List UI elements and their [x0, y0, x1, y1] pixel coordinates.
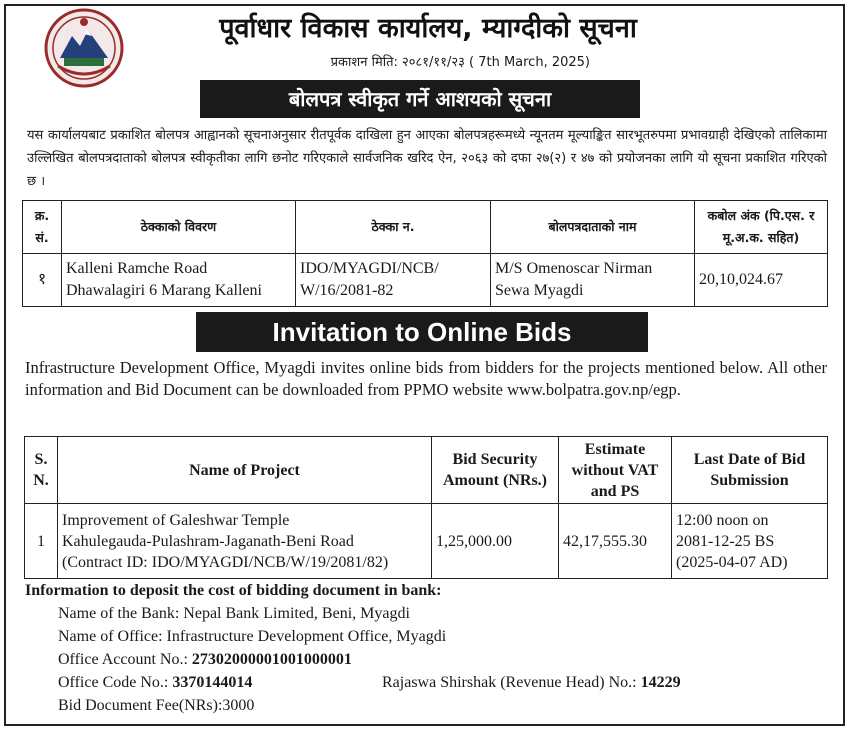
bidder-line: Sewa Myagdi — [495, 282, 584, 299]
bidder-line: M/S Omenoscar Nirman — [495, 260, 653, 277]
date-line: (2025-04-07 AD) — [676, 553, 788, 571]
contract-line: W/16/2081-82 — [300, 282, 394, 299]
col-estimate: Estimate without VAT and PS — [559, 437, 672, 504]
col-description: ठेक्काको विवरण — [62, 201, 296, 254]
bids-table-header — [25, 437, 828, 504]
project-line: Kahulegauda-Pulashram-Jaganath-Beni Road — [62, 532, 354, 550]
col-sn: क्र. सं. — [23, 201, 62, 254]
col-project: Name of Project — [58, 437, 432, 504]
project-line: (Contract ID: IDO/MYAGDI/NCB/W/19/2081/82) — [62, 553, 389, 571]
contract-line: IDO/MYAGDI/NCB/ — [300, 260, 439, 277]
office-code — [25, 671, 825, 694]
award-table-header — [23, 201, 828, 254]
row-sn: १ — [23, 254, 62, 307]
row-estimate: 42,17,555.30 — [559, 504, 672, 579]
description-line: Dhawalagiri 6 Marang Kalleni — [66, 282, 262, 299]
row-bid-security: 1,25,000.00 — [432, 504, 559, 579]
bid-document-fee: Bid Document Fee(NRs):3000 — [58, 697, 255, 714]
date-line: 2081-12-25 BS — [676, 532, 775, 550]
office-account — [25, 648, 825, 671]
col-last-date: Last Date of Bid Submission — [672, 437, 828, 504]
award-table — [22, 200, 828, 307]
row-last-date — [672, 504, 828, 579]
col-amount: कबोल अंक (पि.एस. र मू.अ.क. सहित) — [695, 201, 828, 254]
deposit-heading: Information to deposit the cost of bidding document in bank: — [25, 582, 442, 599]
bids-table — [24, 436, 828, 579]
publish-date-en: ( 7th March, 2025) — [469, 55, 590, 70]
table-row — [25, 504, 828, 579]
col-bid-security: Bid Security Amount (NRs.) — [432, 437, 559, 504]
account-label: Office Account No.: — [58, 651, 188, 668]
office-name: Name of Office: Infrastructure Development Office, Myagdi — [58, 628, 447, 645]
row-contract-no — [296, 254, 491, 307]
col-sn: S. N. — [25, 437, 58, 504]
col-bidder: बोलपत्रदाताको नाम — [491, 201, 695, 254]
row-description — [62, 254, 296, 307]
notice-intro-en: Infrastructure Development Office, Myagdi invites online bids from bidders for the projects mentioned below. All other information and Bid Document can be downloaded from PPMO website www.bolpatra.gov.np/egp. — [25, 358, 827, 399]
row-bidder — [491, 254, 695, 307]
notice-intro-np: यस कार्यालयबाट प्रकाशित बोलपत्र आह्वानको सूचनाअनुसार रीतपूर्वक दाखिला हुन आएका बोलपत्रहरूमध्ये न्यूनतम मूल्याङ्कित सारभूतरुपमा प्रभावग्राही देखिएको तालिकामा उल्लिखित बोलपत्रदाताको बोलपत्र स्वीकृतीका लागि छनोट गरिएकाले सार्वजनिक खरिद ऐन, २०६३ को दफा २७(२) र ४७ को प्रयोजनका लागि यो सूचना प्रकाशित गरिएको छ । — [27, 128, 827, 189]
revenue-head — [382, 671, 681, 694]
code-label: Office Code No.: — [58, 674, 169, 691]
code-value: 3370144014 — [172, 674, 253, 691]
row-amount: 20,10,024.67 — [695, 254, 828, 307]
publish-label: प्रकाशन मिति: — [330, 55, 398, 70]
revenue-label: Rajaswa Shirshak (Revenue Head) No.: — [382, 674, 637, 691]
publish-date — [300, 52, 590, 70]
deposit-info — [25, 580, 825, 717]
account-value: 27302000001001000001 — [191, 651, 352, 668]
nepal-government-emblem-icon — [42, 6, 126, 90]
col-contract-no: ठेक्का न. — [296, 201, 491, 254]
row-sn: 1 — [25, 504, 58, 579]
project-line: Improvement of Galeshwar Temple — [62, 511, 290, 529]
bank-name: Name of the Bank: Nepal Bank Limited, Beni, Myagdi — [58, 605, 410, 622]
description-line: Kalleni Ramche Road — [66, 260, 208, 277]
notice-banner-en: Invitation to Online Bids — [196, 312, 648, 352]
revenue-value: 14229 — [640, 674, 681, 691]
notice-banner-np: बोलपत्र स्वीकृत गर्ने आशयको सूचना — [200, 80, 640, 118]
table-row — [23, 254, 828, 307]
publish-date-np: २०८१/११/२३ — [402, 55, 465, 70]
row-project — [58, 504, 432, 579]
date-line: 12:00 noon on — [676, 511, 769, 529]
page-title: पूर्वाधार विकास कार्यालय, म्याग्दीको सूचना — [219, 13, 637, 44]
